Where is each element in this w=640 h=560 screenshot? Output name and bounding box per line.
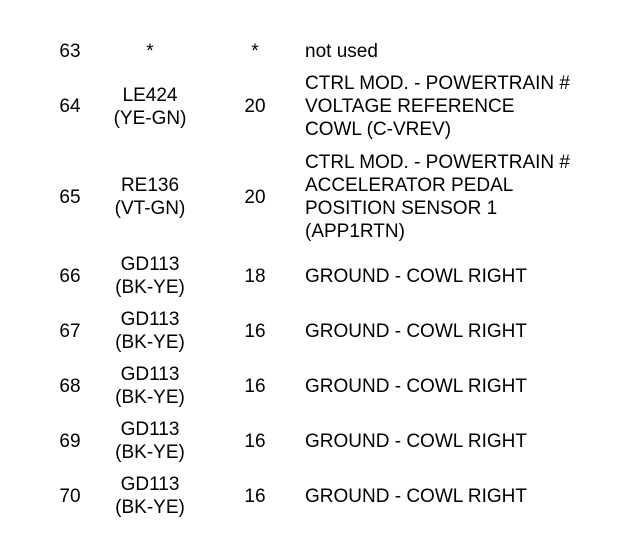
circuit-function	[305, 40, 635, 63]
wire-gauge: 16	[244, 485, 266, 507]
table-row	[0, 473, 640, 519]
circuit-number: *	[146, 41, 154, 62]
wire-color: (YE-GN)	[113, 107, 187, 129]
table-row	[0, 151, 640, 243]
circuit-function	[305, 418, 635, 464]
table-row	[0, 363, 640, 409]
function-line: not used	[305, 41, 378, 62]
wire-color: (BK-YE)	[115, 277, 185, 298]
circuit-function	[305, 473, 635, 519]
circuit-id	[95, 72, 205, 141]
circuit-id	[95, 151, 205, 243]
wire-gauge: *	[251, 41, 259, 62]
circuit-id	[95, 253, 205, 299]
circuit-id	[95, 40, 205, 63]
circuit-id	[95, 418, 205, 464]
circuit-function	[305, 72, 635, 141]
table-row	[0, 40, 640, 63]
function-line: (APP1RTN)	[305, 221, 405, 242]
circuit-number: LE424	[122, 84, 178, 106]
wire-gauge: 16	[244, 320, 266, 342]
circuit-function	[305, 151, 635, 243]
circuit-function	[305, 363, 635, 409]
function-line: ACCELERATOR PEDAL	[305, 175, 514, 196]
pin-number: 66	[59, 265, 81, 287]
function-line: GROUND - COWL RIGHT	[305, 375, 528, 397]
circuit-function	[305, 308, 635, 354]
circuit-number: GD113	[120, 309, 180, 330]
table-row	[0, 418, 640, 464]
function-line: GROUND - COWL RIGHT	[305, 485, 528, 507]
function-line: GROUND - COWL RIGHT	[305, 265, 528, 287]
circuit-number: GD113	[120, 419, 180, 440]
wire-gauge: 18	[244, 265, 266, 287]
circuit-id	[95, 473, 205, 519]
circuit-function	[305, 253, 635, 299]
pin-number: 68	[59, 375, 81, 397]
function-line: COWL (C-VREV)	[305, 119, 452, 140]
pin-number: 64	[59, 96, 81, 117]
pin-number: 67	[59, 320, 81, 342]
circuit-number: GD113	[120, 254, 180, 275]
wire-color: (VT-GN)	[114, 198, 186, 219]
table-row	[0, 72, 640, 141]
wire-gauge: 16	[244, 430, 266, 452]
wire-gauge: 16	[244, 375, 266, 397]
function-line: CTRL MOD. - POWERTRAIN #	[305, 73, 570, 94]
wire-color: (BK-YE)	[115, 442, 185, 463]
function-line: VOLTAGE REFERENCE	[305, 96, 515, 117]
circuit-number: RE136	[120, 175, 180, 196]
table-row	[0, 308, 640, 354]
pin-number: 65	[59, 186, 81, 208]
wire-color: (BK-YE)	[115, 332, 185, 353]
function-line: GROUND - COWL RIGHT	[305, 430, 528, 452]
function-line: GROUND - COWL RIGHT	[305, 320, 528, 342]
pin-number: 70	[59, 485, 81, 507]
wire-color: (BK-YE)	[115, 497, 185, 518]
wire-gauge: 20	[244, 96, 266, 117]
circuit-number: GD113	[120, 364, 180, 385]
circuit-id	[95, 363, 205, 409]
wire-color: (BK-YE)	[115, 387, 185, 408]
table-row	[0, 253, 640, 299]
pin-number: 69	[59, 430, 81, 452]
wire-gauge: 20	[244, 186, 266, 208]
function-line: CTRL MOD. - POWERTRAIN #	[305, 152, 570, 173]
circuit-id	[95, 308, 205, 354]
function-line: POSITION SENSOR 1	[305, 198, 498, 219]
pin-number: 63	[59, 41, 81, 62]
circuit-number: GD113	[120, 474, 180, 495]
